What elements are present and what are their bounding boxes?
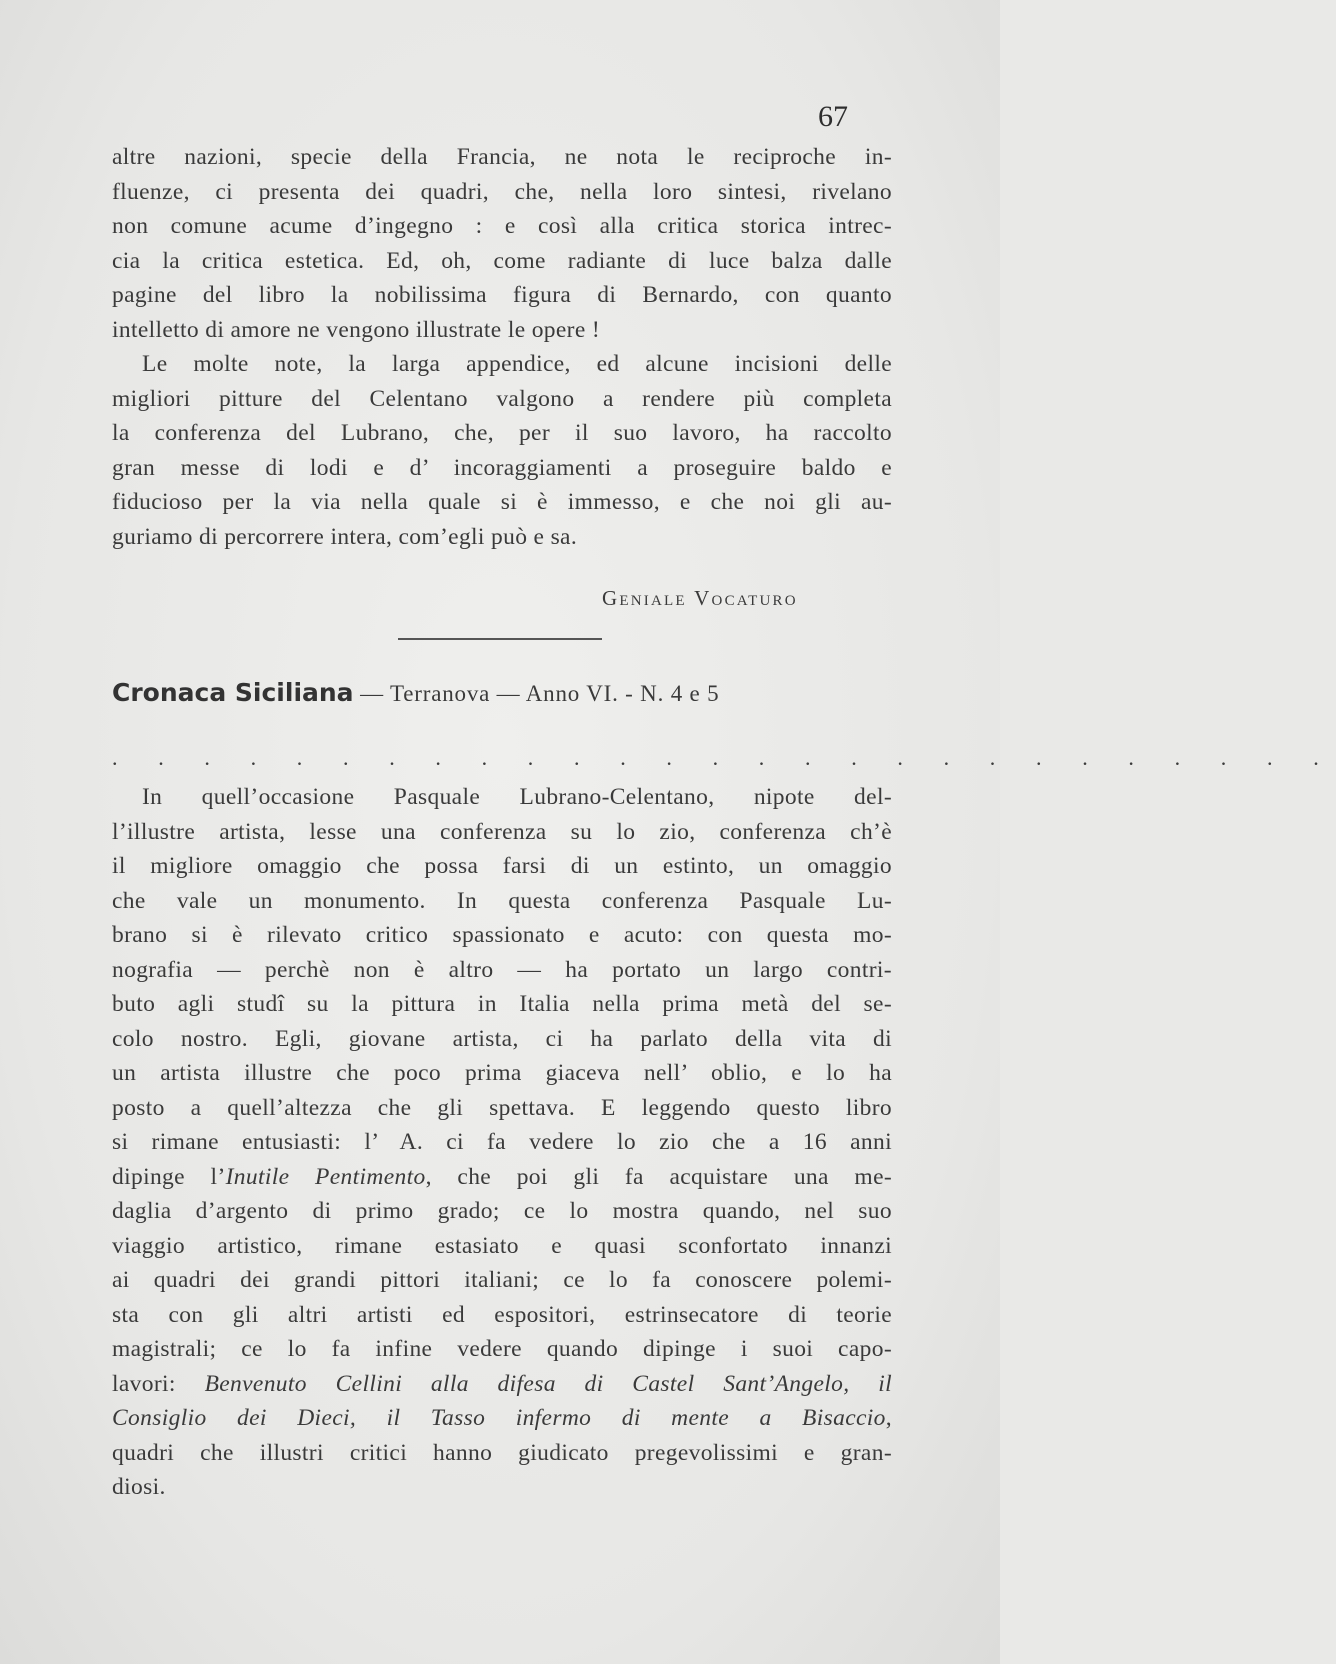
text-segment: l’illustre artista, lesse una conferenza su lo zio, conferenza ch’è <box>112 818 892 845</box>
text-segment: , che poi gli fa acquistare una me- <box>425 1163 893 1190</box>
italic-title: Inutile Pentimento <box>225 1163 426 1190</box>
page-number: 67 <box>818 100 848 133</box>
text-line: Le molte note, la larga appendice, ed alcune incisioni delle <box>142 351 892 377</box>
text-segment: un artista illustre che poco prima giaceva nell’ oblio, e lo ha <box>112 1060 892 1086</box>
text-line: cia la critica estetica. Ed, oh, come radiante di luce balza dalle <box>112 247 892 274</box>
text-line <box>112 1194 892 1229</box>
author-signature <box>602 586 798 611</box>
text-segment: brano si è rilevato critico spassionato e acuto: con questa mo- <box>112 922 892 948</box>
text-line: non comune acume d’ingegno : e così alla critica storica intrec- <box>112 213 892 239</box>
journal-title: Cronaca Siciliana <box>112 678 354 707</box>
ellipsis-dots: . . . . . . . . . . . . . . . . . . . . . . . . . . . <box>112 745 1336 770</box>
text-line <box>112 1332 892 1367</box>
text-line <box>112 987 892 1022</box>
text-line <box>112 1056 892 1091</box>
text-line: fluenze, ci presenta dei quadri, che, nella loro sintesi, rivelano <box>112 178 892 205</box>
text-line: pagine del libro la nobilissima figura di Bernardo, con quanto <box>112 282 892 308</box>
text-line <box>112 849 892 884</box>
text-segment: viaggio artistico, rimane estasiato e quasi sconfortato innanzi <box>112 1232 892 1259</box>
text-line <box>112 1263 892 1298</box>
text-segment: sta con gli altri artisti ed espositori, estrinsecatore di teorie <box>112 1301 892 1328</box>
text-segment: daglia d’argento di primo grado; ce lo mostra quando, nel suo <box>112 1198 892 1224</box>
text-line <box>112 1298 892 1333</box>
text-line <box>112 884 892 919</box>
text-segment: buto agli studî su la pittura in Italia nella prima metà del se- <box>112 991 892 1017</box>
text-line <box>112 1436 892 1471</box>
text-segment: colo nostro. Egli, giovane artista, ci ha parlato della vita di <box>112 1025 892 1052</box>
text-line: guriamo di percorrere intera, com’egli può e sa. <box>112 523 578 550</box>
text-line <box>112 1125 892 1160</box>
text-segment: lavori: <box>112 1370 205 1397</box>
article-text <box>112 780 892 1505</box>
text-segment: si rimane entusiasti: l’ A. ci fa vedere lo zio che a 16 anni <box>112 1129 892 1155</box>
text-segment: , <box>885 1405 892 1431</box>
source-citation <box>112 678 719 707</box>
text-line <box>112 1367 892 1402</box>
text-line <box>112 953 892 988</box>
text-line: intelletto di amore ne vengono illustrate le opere ! <box>112 316 601 343</box>
text-line: la conferenza del Lubrano, che, per il suo lavoro, ha raccolto <box>112 420 892 446</box>
text-segment: ai quadri dei grandi pittori italiani; ce lo fa conoscere polemi- <box>112 1267 892 1293</box>
text-line <box>112 780 892 815</box>
text-line <box>112 918 892 953</box>
text-segment: dipinge l’ <box>112 1163 226 1190</box>
italic-title: Benvenuto Cellini alla difesa di Castel Sant’Angelo, il <box>204 1370 892 1397</box>
text-line <box>112 1229 892 1264</box>
text-line <box>112 1022 892 1057</box>
text-segment: quadri che illustri critici hanno giudicato pregevolissimi e gran- <box>112 1439 892 1466</box>
text-line <box>112 1401 892 1436</box>
text-segment: In quell’occasione Pasquale Lubrano-Celentano, nipote del- <box>142 784 892 810</box>
signature-last-name: Vocaturo <box>694 586 798 610</box>
text-line: migliori pitture del Celentano valgono a rendere più completa <box>112 385 892 412</box>
text-line <box>112 1160 892 1195</box>
text-line <box>112 1091 892 1126</box>
text-line: altre nazioni, specie della Francia, ne nota le reciproche in- <box>112 144 892 170</box>
signature-first-name: Geniale <box>602 586 687 610</box>
text-segment: diosi. <box>112 1474 166 1500</box>
text-segment: che vale un monumento. In questa conferenza Pasquale Lu- <box>112 887 892 914</box>
text-line <box>112 815 892 850</box>
text-line <box>112 1470 892 1505</box>
text-segment: magistrali; ce lo fa infine vedere quando dipinge i suoi capo- <box>112 1336 892 1362</box>
italic-title: Consiglio dei Dieci, il Tasso infermo di mente a Bisaccio <box>112 1405 886 1431</box>
journal-details: — Terranova — Anno VI. - N. 4 e 5 <box>353 681 720 706</box>
text-line: gran messe di lodi e d’ incoraggiamenti a proseguire baldo e <box>112 454 892 481</box>
text-segment: il migliore omaggio che possa farsi di un estinto, un omaggio <box>112 853 892 879</box>
text-line: fiducioso per la via nella quale si è immesso, e che noi gli au- <box>112 489 892 515</box>
text-segment: nografia — perchè non è altro — ha portato un largo contri- <box>112 956 892 983</box>
text-segment: posto a quell’altezza che gli spettava. E leggendo questo libro <box>112 1094 892 1121</box>
section-divider <box>398 638 602 640</box>
review-text <box>112 140 892 554</box>
